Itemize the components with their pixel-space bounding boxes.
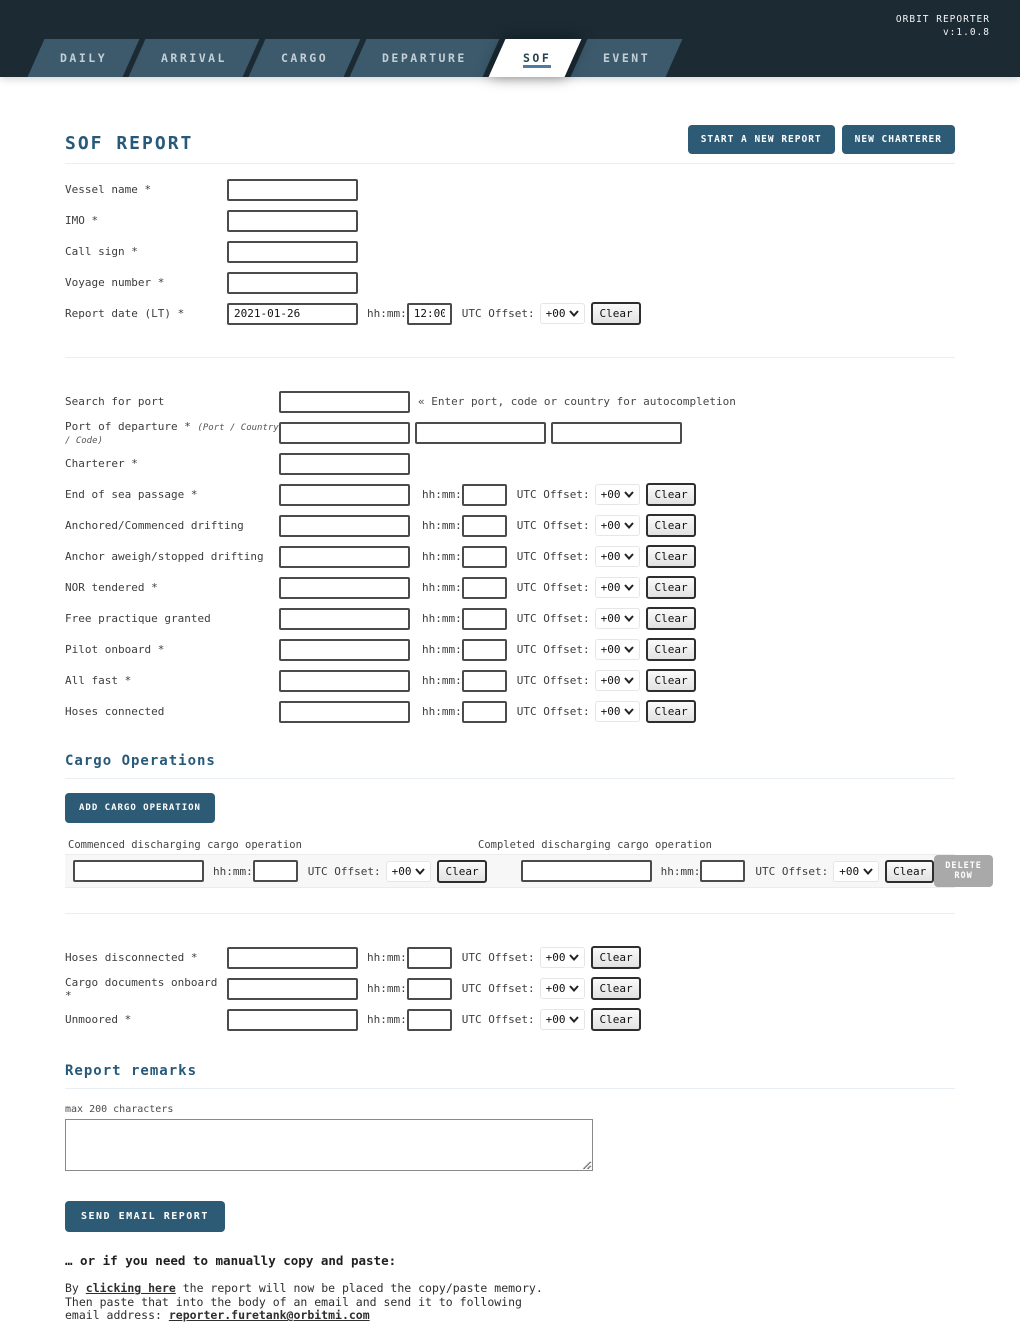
chevron-down-icon xyxy=(624,646,634,653)
call-sign-input[interactable] xyxy=(227,241,358,263)
nor-tendered-time-input[interactable] xyxy=(462,577,507,599)
utc-offset-label: UTC Offset: xyxy=(516,519,590,532)
unmoored-time-input[interactable] xyxy=(407,1009,452,1031)
call-sign-row xyxy=(65,236,955,267)
utc-offset-select[interactable]: +00 xyxy=(595,515,641,536)
cargo-documents-row xyxy=(65,973,955,1004)
hhmm-label: hh:mm: xyxy=(367,1013,407,1026)
anchor-aweigh-label: Anchor aweigh/stopped drifting xyxy=(65,550,264,563)
unmoored-row xyxy=(65,1004,955,1035)
email-link[interactable]: reporter.furetank@orbitmi.com xyxy=(168,1308,370,1322)
hhmm-label: hh:mm: xyxy=(422,674,462,687)
hoses-disconnected-time-input[interactable] xyxy=(407,947,452,969)
hhmm-label: hh:mm: xyxy=(422,643,462,656)
utc-offset-select[interactable]: +00 xyxy=(540,978,586,999)
chevron-down-icon xyxy=(624,553,634,560)
port-of-departure-label: Port of departure * (Port / Country / Code) xyxy=(65,419,279,446)
anchored-date-input[interactable] xyxy=(279,515,410,537)
hhmm-label: hh:mm: xyxy=(422,612,462,625)
end-of-sea-passage-time-input[interactable] xyxy=(462,484,507,506)
hhmm-label: hh:mm: xyxy=(422,488,462,501)
clear-button[interactable]: Clear xyxy=(646,638,695,661)
voyage-number-label: Voyage number * xyxy=(65,276,165,289)
commenced-label: Commenced discharging cargo operation xyxy=(68,839,302,851)
chevron-down-icon xyxy=(624,522,634,529)
report-date-row xyxy=(65,298,955,329)
report-time-input[interactable] xyxy=(407,303,452,325)
clear-button[interactable]: Clear xyxy=(591,946,640,969)
utc-offset-select[interactable]: +00 xyxy=(540,947,586,968)
hoses-connected-label: Hoses connected xyxy=(65,705,165,718)
vessel-name-label: Vessel name * xyxy=(65,183,152,196)
utc-offset-label: UTC Offset: xyxy=(461,982,535,995)
chevron-down-icon xyxy=(569,1016,579,1023)
cargo-operations-section xyxy=(65,753,982,888)
chevron-down-icon xyxy=(569,985,579,992)
utc-offset-select[interactable]: +00 xyxy=(595,546,641,567)
nor-tendered-label: NOR tendered * xyxy=(65,581,158,594)
main-content xyxy=(0,125,1020,1323)
footer-block xyxy=(65,1253,955,1323)
title-row xyxy=(65,125,955,164)
start-new-report-button[interactable]: START A NEW REPORT xyxy=(688,125,835,154)
nor-tendered-row xyxy=(65,572,955,603)
remarks-textarea[interactable] xyxy=(65,1119,593,1171)
copy-paste-heading: … or if you need to manually copy and paste: xyxy=(65,1253,397,1268)
imo-row xyxy=(65,205,955,236)
charterer-input[interactable] xyxy=(279,453,410,475)
chevron-down-icon xyxy=(624,677,634,684)
commenced-group xyxy=(73,860,487,883)
clear-button[interactable]: Clear xyxy=(885,860,934,883)
chevron-down-icon xyxy=(569,954,579,961)
tab-sof[interactable]: SOF xyxy=(489,39,582,77)
utc-offset-select[interactable]: +00 xyxy=(386,861,432,882)
cargo-documents-time-input[interactable] xyxy=(407,978,452,1000)
section-divider xyxy=(65,357,955,358)
tab-bar xyxy=(36,39,674,77)
utc-offset-select[interactable]: +00 xyxy=(595,484,641,505)
page-title: SOF REPORT xyxy=(65,133,194,154)
end-of-sea-passage-label: End of sea passage * xyxy=(65,488,198,501)
vessel-section xyxy=(65,174,955,329)
utc-offset-select[interactable]: +00 xyxy=(833,861,879,882)
utc-offset-select[interactable]: +00 xyxy=(595,608,641,629)
hhmm-label: hh:mm: xyxy=(422,705,462,718)
hhmm-label: hh:mm: xyxy=(660,864,701,878)
cargo-documents-date-input[interactable] xyxy=(227,978,358,1000)
completed-group xyxy=(521,860,935,883)
chevron-down-icon xyxy=(569,310,579,317)
voyage-number-input[interactable] xyxy=(227,272,358,294)
tab-arrival[interactable]: ARRIVAL xyxy=(129,39,260,77)
call-sign-label: Call sign * xyxy=(65,245,138,258)
all-fast-time-input[interactable] xyxy=(462,670,507,692)
tab-cargo[interactable]: CARGO xyxy=(249,39,361,77)
voyage-number-row xyxy=(65,267,955,298)
title-actions xyxy=(688,125,955,154)
anchor-aweigh-time-input[interactable] xyxy=(462,546,507,568)
clear-button[interactable]: Clear xyxy=(646,576,695,599)
copy-paste-paragraph: By clicking here the report will now be placed the copy/paste memory. Then paste that into the body of an email and send it to following email address: reporter.furetank@orbitmi.com xyxy=(65,1281,543,1322)
tab-daily[interactable]: DAILY xyxy=(28,39,140,77)
commenced-time-input[interactable] xyxy=(253,860,298,882)
unmoored-label: Unmoored * xyxy=(65,1013,132,1026)
pilot-onboard-row xyxy=(65,634,955,665)
send-email-report-button[interactable]: SEND EMAIL REPORT xyxy=(65,1201,225,1232)
completed-date-input[interactable] xyxy=(521,860,652,882)
clear-button[interactable]: Clear xyxy=(646,483,695,506)
search-port-hint: « Enter port, code or country for autocompletion xyxy=(418,395,736,408)
utc-offset-label: UTC Offset: xyxy=(461,1013,535,1026)
imo-label: IMO * xyxy=(65,214,99,227)
utc-offset-select[interactable]: +00 xyxy=(595,639,641,660)
utc-offset-select[interactable]: +00 xyxy=(595,701,641,722)
clear-button[interactable]: Clear xyxy=(646,545,695,568)
hhmm-label: hh:mm: xyxy=(422,550,462,563)
completed-time-input[interactable] xyxy=(700,860,745,882)
utc-offset-select[interactable]: +00 xyxy=(595,577,641,598)
vessel-name-input[interactable] xyxy=(227,179,358,201)
hhmm-label: hh:mm: xyxy=(422,581,462,594)
utc-offset-label: UTC Offset: xyxy=(516,488,590,501)
end-of-sea-passage-date-input[interactable] xyxy=(279,484,410,506)
clear-button[interactable]: Clear xyxy=(646,607,695,630)
free-practique-time-input[interactable] xyxy=(462,608,507,630)
clicking-here-link[interactable]: clicking here xyxy=(85,1281,176,1295)
pilot-onboard-label: Pilot onboard * xyxy=(65,643,165,656)
utc-offset-label: UTC Offset: xyxy=(516,674,590,687)
completed-label: Completed discharging cargo operation xyxy=(478,839,712,851)
all-fast-row xyxy=(65,665,955,696)
anchored-row xyxy=(65,510,955,541)
clear-button[interactable]: Clear xyxy=(646,700,695,723)
app-version-block xyxy=(896,13,990,39)
hhmm-label: hh:mm: xyxy=(367,951,407,964)
app-name: ORBIT REPORTER xyxy=(895,14,990,25)
utc-offset-label: UTC Offset: xyxy=(516,643,590,656)
report-date-label: Report date (LT) * xyxy=(65,307,185,320)
free-practique-row xyxy=(65,603,955,634)
chevron-down-icon xyxy=(624,491,634,498)
active-tab-underline xyxy=(523,65,551,68)
hoses-connected-row xyxy=(65,696,955,727)
clear-button[interactable]: Clear xyxy=(591,1008,640,1031)
commenced-date-input[interactable] xyxy=(73,860,204,882)
hhmm-label: hh:mm: xyxy=(367,982,407,995)
cargo-operation-row xyxy=(65,854,982,888)
anchored-time-input[interactable] xyxy=(462,515,507,537)
hhmm-label: hh:mm: xyxy=(367,307,407,320)
hoses-connected-date-input[interactable] xyxy=(279,701,410,723)
pilot-onboard-date-input[interactable] xyxy=(279,639,410,661)
code-input[interactable] xyxy=(551,422,682,444)
unmoored-date-input[interactable] xyxy=(227,1009,358,1031)
utc-offset-select[interactable] xyxy=(540,303,586,324)
vessel-name-row xyxy=(65,174,955,205)
utc-offset-label: UTC Offset: xyxy=(461,951,535,964)
app-header xyxy=(0,0,1020,77)
all-fast-label: All fast * xyxy=(65,674,132,687)
cargo-operations-heading: Cargo Operations xyxy=(65,753,955,779)
hoses-disconnected-row xyxy=(65,942,955,973)
port-of-departure-row xyxy=(65,417,955,448)
hoses-disconnected-date-input[interactable] xyxy=(227,947,358,969)
utc-offset-select[interactable]: +00 xyxy=(540,1009,586,1030)
utc-offset-label: UTC Offset: xyxy=(516,581,590,594)
app-version: v:1.0.8 xyxy=(942,27,990,38)
pilot-onboard-time-input[interactable] xyxy=(462,639,507,661)
imo-input[interactable] xyxy=(227,210,358,232)
charterer-label: Charterer * xyxy=(65,457,138,470)
cargo-row-labels xyxy=(65,839,955,851)
clear-button[interactable]: Clear xyxy=(437,860,486,883)
report-remarks-heading: Report remarks xyxy=(65,1063,955,1089)
tab-event[interactable]: EVENT xyxy=(571,39,683,77)
port-input[interactable] xyxy=(279,422,410,444)
hhmm-label: hh:mm: xyxy=(213,864,253,878)
tab-departure[interactable]: DEPARTURE xyxy=(350,39,500,77)
add-cargo-operation-button[interactable]: ADD CARGO OPERATION xyxy=(65,793,215,823)
hoses-disconnected-label: Hoses disconnected * xyxy=(65,951,198,964)
utc-offset-label: UTC Offset: xyxy=(755,864,829,878)
chevron-down-icon xyxy=(863,868,873,875)
search-port-label: Search for port xyxy=(65,395,165,408)
report-date-input[interactable] xyxy=(227,303,358,325)
charterer-row xyxy=(65,448,955,479)
utc-offset-label: UTC Offset: xyxy=(516,550,590,563)
anchor-aweigh-date-input[interactable] xyxy=(279,546,410,568)
search-port-input[interactable] xyxy=(279,391,410,413)
utc-offset-label: UTC Offset: xyxy=(516,612,590,625)
clear-button[interactable]: Clear xyxy=(591,977,640,1000)
nor-tendered-date-input[interactable] xyxy=(279,577,410,599)
search-port-row xyxy=(65,386,955,417)
clear-button[interactable]: Clear xyxy=(591,302,640,325)
section-divider xyxy=(65,913,955,914)
all-fast-date-input[interactable] xyxy=(279,670,410,692)
delete-row-button[interactable]: DELETE ROW xyxy=(934,855,993,887)
utc-offset-value: +00 xyxy=(545,307,566,320)
chevron-down-icon xyxy=(624,708,634,715)
utc-offset-label: UTC Offset: xyxy=(461,307,535,320)
utc-offset-label: UTC Offset: xyxy=(307,864,381,878)
chevron-down-icon xyxy=(624,615,634,622)
hhmm-label: hh:mm: xyxy=(422,519,462,532)
anchored-label: Anchored/Commenced drifting xyxy=(65,519,244,532)
free-practique-date-input[interactable] xyxy=(279,608,410,630)
utc-offset-select[interactable]: +00 xyxy=(595,670,641,691)
clear-button[interactable]: Clear xyxy=(646,669,695,692)
free-practique-label: Free practique granted xyxy=(65,612,211,625)
post-cargo-section xyxy=(65,942,955,1035)
max-characters-note: max 200 characters xyxy=(65,1104,174,1115)
country-input[interactable] xyxy=(415,422,546,444)
hoses-connected-time-input[interactable] xyxy=(462,701,507,723)
cargo-documents-label: Cargo documents onboard * xyxy=(65,975,218,1002)
clear-button[interactable]: Clear xyxy=(646,514,695,537)
end-of-sea-passage-row xyxy=(65,479,955,510)
chevron-down-icon xyxy=(624,584,634,591)
port-of-departure-sublabel: (Port / Country / Code) xyxy=(65,422,279,446)
utc-offset-label: UTC Offset: xyxy=(516,705,590,718)
chevron-down-icon xyxy=(415,868,425,875)
anchor-aweigh-row xyxy=(65,541,955,572)
port-section xyxy=(65,386,955,727)
new-charterer-button[interactable]: NEW CHARTERER xyxy=(842,125,955,154)
report-remarks-section xyxy=(65,1063,955,1232)
